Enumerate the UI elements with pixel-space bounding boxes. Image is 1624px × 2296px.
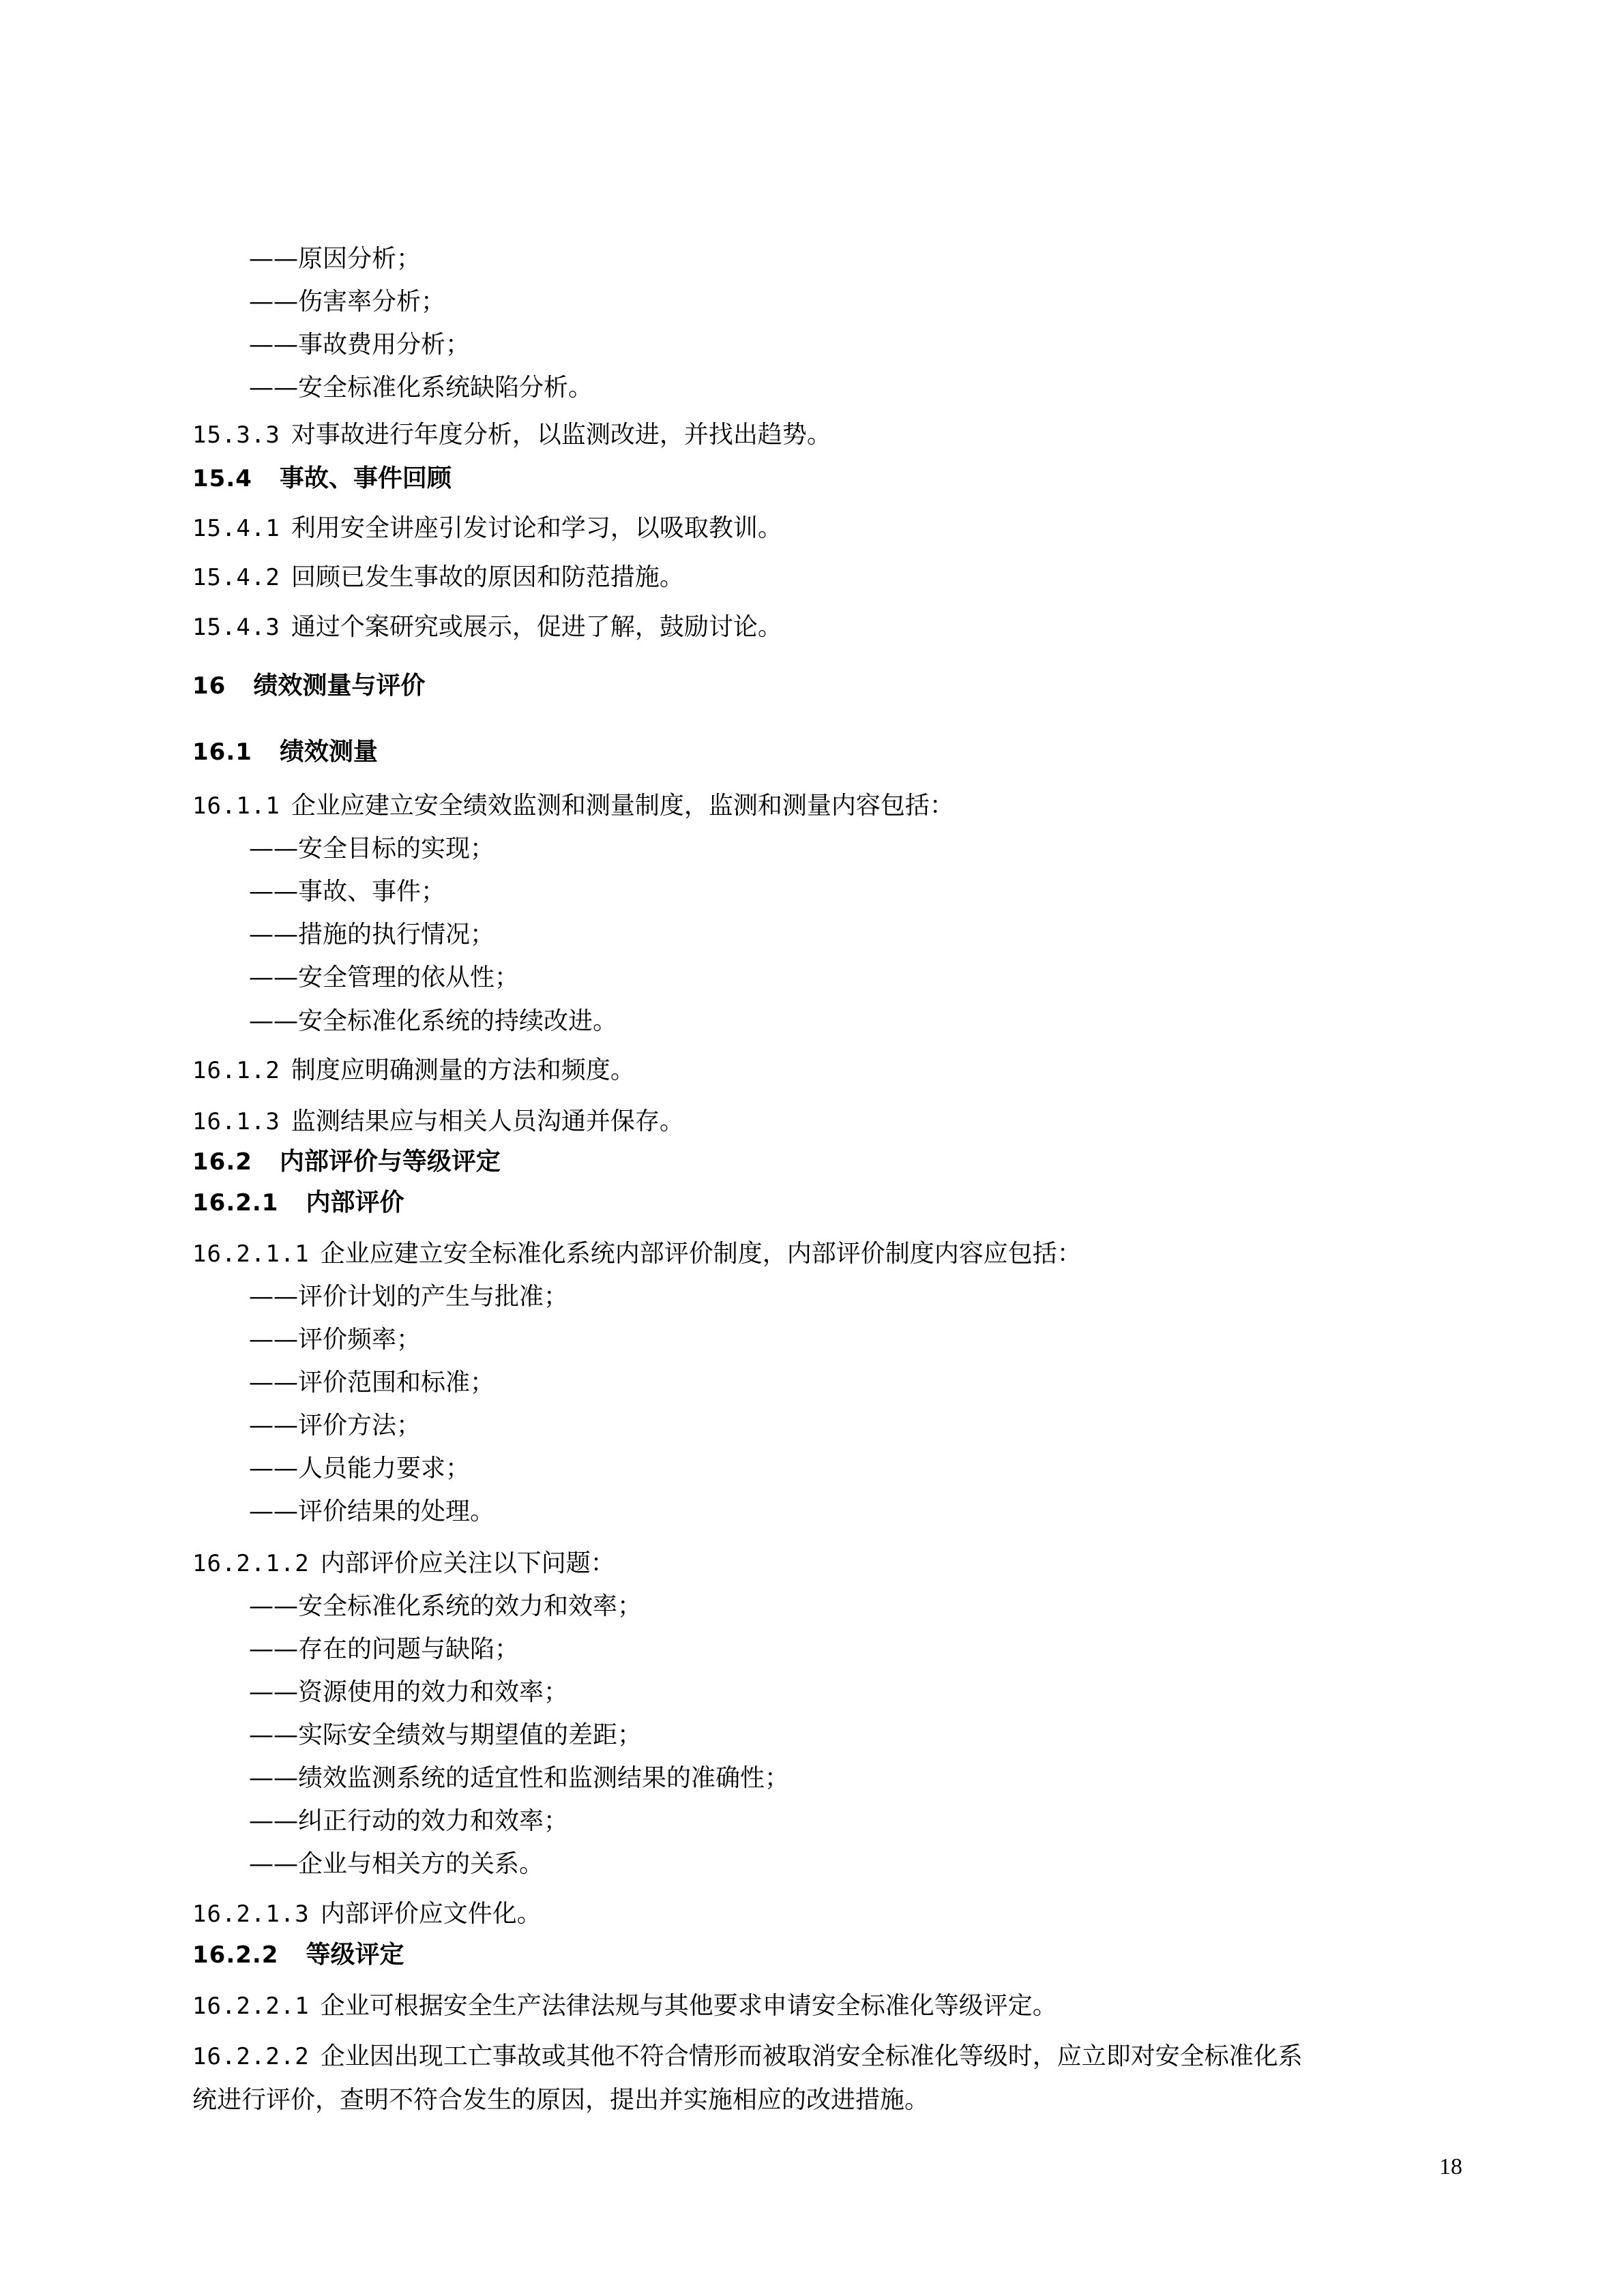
section-heading <box>192 1147 1542 1177</box>
clause-text: 统进行评价，查明不符合发生的原因，提出并实施相应的改进措施。 <box>192 2086 930 2114</box>
list-item <box>249 877 1542 907</box>
list-item <box>249 1849 1542 1879</box>
list-item <box>249 1282 1542 1312</box>
clause-text: ——措施的执行情况； <box>249 921 495 949</box>
list-item <box>249 1806 1542 1836</box>
list-item <box>249 287 1542 317</box>
clause-number: 16.1 <box>192 739 252 766</box>
clause-text: ——安全管理的依从性； <box>249 964 520 992</box>
clause-text: ——纠正行动的效力和效率； <box>249 1807 569 1835</box>
clause-text: 对事故进行年度分析，以监测改进，并找出趋势。 <box>291 421 831 449</box>
clause-text: ——安全目标的实现； <box>249 835 495 863</box>
clause-line <box>192 1991 1542 2021</box>
clause-number: 15.4.3 <box>192 614 280 641</box>
list-item <box>249 1411 1542 1441</box>
clause-text: ——评价结果的处理。 <box>249 1497 495 1525</box>
clause-text: ——企业与相关方的关系。 <box>249 1850 544 1878</box>
clause-line <box>192 420 1542 450</box>
clause-text: 内部评价应文件化。 <box>320 1900 542 1928</box>
clause-text: ——安全标准化系统的持续改进。 <box>249 1007 618 1035</box>
heading-text: 绩效测量与评价 <box>253 672 426 700</box>
heading-text: 事故、事件回顾 <box>279 464 452 492</box>
list-item <box>249 1763 1542 1793</box>
clause-line <box>192 791 1542 821</box>
clause-text: ——评价计划的产生与批准； <box>249 1283 569 1311</box>
clause-text: ——事故费用分析； <box>249 331 471 359</box>
clause-number: 16.2.2.1 <box>192 1993 310 2020</box>
clause-number: 16.1.2 <box>192 1057 280 1084</box>
clause-line <box>192 1549 1542 1579</box>
clause-text: 利用安全讲座引发讨论和学习，以吸取教训。 <box>291 514 782 542</box>
list-item <box>249 963 1542 993</box>
list-item <box>249 834 1542 864</box>
list-item <box>249 1454 1542 1484</box>
list-item <box>249 1635 1542 1665</box>
clause-number: 16.1.1 <box>192 792 280 820</box>
clause-number: 16.2.2 <box>192 1941 279 1969</box>
clause-text: ——伤害率分析； <box>249 288 446 316</box>
list-item <box>249 1325 1542 1355</box>
section-heading <box>192 464 1542 494</box>
heading-text: 等级评定 <box>306 1941 404 1969</box>
clause-line <box>192 2042 1542 2072</box>
clause-line <box>192 513 1542 543</box>
clause-number: 15.3.3 <box>192 421 280 449</box>
clause-text: 企业可根据安全生产法律法规与其他要求申请安全标准化等级评定。 <box>320 1992 1057 2020</box>
clause-line <box>192 563 1542 593</box>
clause-text: ——评价方法； <box>249 1412 422 1440</box>
clause-text: 内部评价应关注以下问题： <box>320 1549 615 1577</box>
clause-text: ——事故、事件； <box>249 878 446 906</box>
section-heading <box>192 737 1542 767</box>
clause-number: 16.2 <box>192 1148 252 1176</box>
clause-text: ——资源使用的效力和效率； <box>249 1678 569 1706</box>
list-item <box>249 330 1542 360</box>
clause-number: 15.4.2 <box>192 564 280 591</box>
clause-line <box>192 1899 1542 1929</box>
list-item <box>249 1720 1542 1750</box>
clause-text: ——评价频率； <box>249 1326 422 1354</box>
clause-number: 16.2.1.2 <box>192 1550 310 1577</box>
clause-text: 企业因出现工亡事故或其他不符合情形而被取消安全标准化等级时，应立即对安全标准化系 <box>320 2042 1303 2070</box>
clause-text: 企业应建立安全标准化系统内部评价制度，内部评价制度内容应包括： <box>320 1240 1082 1268</box>
heading-text: 内部评价 <box>306 1189 404 1217</box>
clause-line <box>192 612 1542 642</box>
clause-text: 制度应明确测量的方法和频度。 <box>291 1056 635 1084</box>
section-heading <box>192 671 1542 701</box>
clause-line <box>192 1239 1542 1269</box>
continuation-line <box>192 2085 1542 2115</box>
list-item <box>249 920 1542 950</box>
heading-text: 绩效测量 <box>279 738 378 766</box>
list-item <box>249 1497 1542 1527</box>
list-item <box>249 1368 1542 1398</box>
list-item <box>249 244 1542 274</box>
clause-text: ——存在的问题与缺陷； <box>249 1635 520 1663</box>
clause-number: 16 <box>192 672 226 700</box>
clause-number: 16.2.2.2 <box>192 2043 310 2070</box>
clause-number: 15.4 <box>192 465 252 492</box>
clause-text: ——原因分析； <box>249 245 422 273</box>
clause-text: 监测结果应与相关人员沟通并保存。 <box>291 1107 684 1135</box>
heading-text: 内部评价与等级评定 <box>279 1148 501 1176</box>
clause-text: ——人员能力要求； <box>249 1455 471 1482</box>
clause-line <box>192 1056 1542 1086</box>
clause-text: 回顾已发生事故的原因和防范措施。 <box>291 563 684 591</box>
clause-number: 15.4.1 <box>192 515 280 542</box>
list-item <box>249 1678 1542 1708</box>
clause-text: ——评价范围和标准； <box>249 1369 495 1397</box>
list-item <box>249 1007 1542 1037</box>
clause-text: ——实际安全绩效与期望值的差距； <box>249 1721 643 1749</box>
clause-line <box>192 1107 1542 1137</box>
list-item <box>249 1592 1542 1622</box>
clause-text: ——安全标准化系统的效力和效率； <box>249 1592 643 1620</box>
clause-text: ——安全标准化系统缺陷分析。 <box>249 374 593 402</box>
clause-number: 16.2.1 <box>192 1189 279 1217</box>
clause-number: 16.2.1.3 <box>192 1900 310 1928</box>
list-item <box>249 373 1542 403</box>
clause-text: 通过个案研究或展示，促进了解，鼓励讨论。 <box>291 613 782 641</box>
page-number: 18 <box>1439 2154 1462 2179</box>
clause-text: ——绩效监测系统的适宜性和监测结果的准确性； <box>249 1764 790 1792</box>
clause-number: 16.2.1.1 <box>192 1240 310 1268</box>
section-heading <box>192 1188 1542 1218</box>
clause-number: 16.1.3 <box>192 1108 280 1135</box>
clause-text: 企业应建立安全绩效监测和测量制度，监测和测量内容包括： <box>291 792 954 820</box>
section-heading <box>192 1940 1542 1970</box>
